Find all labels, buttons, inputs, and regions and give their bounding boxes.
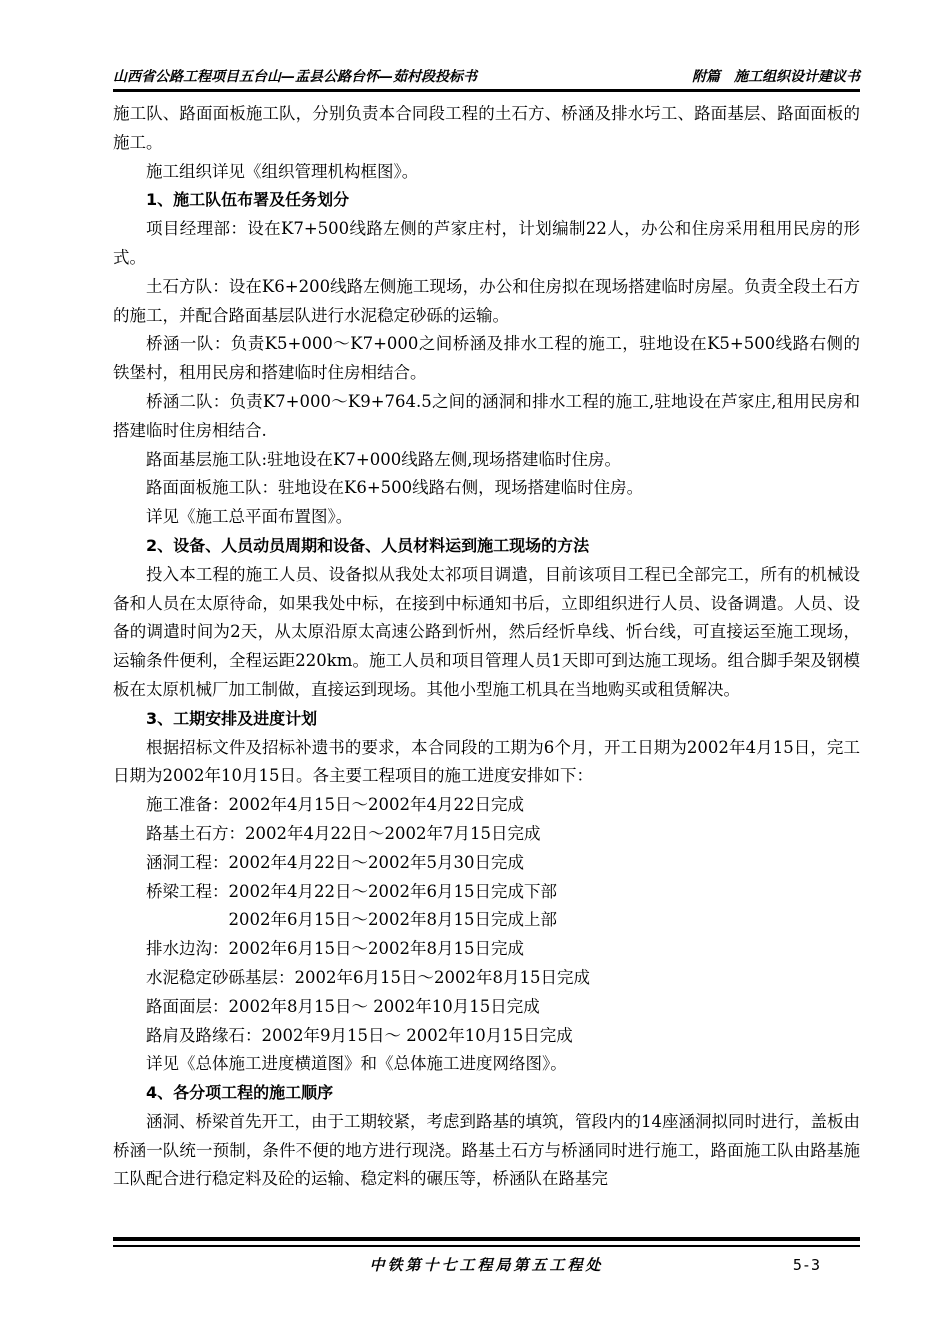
section-heading: 2、设备、人员动员周期和设备、人员材料运到施工现场的方法 <box>146 535 590 555</box>
schedule-line: 桥梁工程：2002年4月22日～2002年6月15日完成下部 <box>146 881 557 901</box>
header-project-title: 山西省公路工程项目五台山—盂县公路台怀—茹村段投标书 <box>113 69 477 85</box>
schedule-line: 涵洞工程：2002年4月22日～2002年5月30日完成 <box>146 852 524 872</box>
paragraph: 桥涵二队：负责K7+000～K9+764.5之间的涵洞和排水工程的施工,驻地设在芦家庄,租用民房和搭建临时住房相结合. <box>113 391 860 440</box>
document-body <box>113 100 860 1194</box>
paragraph: 施工队、路面面板施工队，分别负责本合同段工程的土石方、桥涵及排水圬工、路面基层、路面面板的施工。 <box>113 104 860 152</box>
section-heading: 3、工期安排及进度计划 <box>146 708 318 728</box>
schedule-line: 2002年6月15日～2002年8月15日完成上部 <box>146 910 557 930</box>
page-footer <box>113 1253 860 1277</box>
header-rule <box>113 89 860 92</box>
footer-rule-thick <box>113 1237 860 1241</box>
schedule-line: 水泥稳定砂砾基层：2002年6月15日～2002年8月15日完成 <box>146 967 590 987</box>
paragraph: 根据招标文件及招标补遗书的要求，本合同段的工期为6个月，开工日期为2002年4月15日，完工日期为2002年10月15日。各主要工程项目的施工进度安排如下： <box>113 737 860 786</box>
schedule-line: 施工准备：2002年4月15日～2002年4月22日完成 <box>146 795 524 815</box>
paragraph: 路面面板施工队：驻地设在K6+500线路右侧，现场搭建临时住房。 <box>146 478 644 498</box>
paragraph: 详见《总体施工进度横道图》和《总体施工进度网络图》。 <box>146 1054 567 1074</box>
paragraph: 桥涵一队：负责K5+000～K7+000之间桥涵及排水工程的施工，驻地设在K5+500线路右侧的铁堡村，租用民房和搭建临时住房相结合。 <box>113 334 860 383</box>
schedule-line: 路基土石方：2002年4月22日～2002年7月15日完成 <box>146 823 541 843</box>
section-heading: 4、各分项工程的施工顺序 <box>146 1083 334 1103</box>
paragraph: 投入本工程的施工人员、设备拟从我处太祁项目调遣，目前该项目工程已全部完工，所有的机械设备和人员在太原待命，如果我处中标，在接到中标通知书后，立即组织进行人员、设备调遣。人员、设备的调遣时间为2天，从太原沿原太高速公路到忻州，然后经忻阜线、忻台线，可直接运至施工现场，运输条件便利，全程运距220km。施工人员和项目管理人员1天即可到达施工现场。组合脚手架及钢模板在太原机械厂加工制做，直接运到现场。其他小型施工机具在当地购买或租赁解决。 <box>113 564 860 699</box>
page-number: 5-3 <box>792 1256 820 1274</box>
paragraph: 涵洞、桥梁首先开工，由于工期较紧，考虑到路基的填筑，管段内的14座涵洞拟同时进行，盖板由桥涵一队统一预制，条件不便的地方进行现浇。路基土石方与桥涵同时进行施工，路面施工队由路基施工队配合进行稳定料及砼的运输、稳定料的碾压等，桥涵队在路基完 <box>113 1111 860 1189</box>
footer-rule-thin <box>113 1245 860 1247</box>
page-header <box>113 66 860 88</box>
schedule-line: 路肩及路缘石：2002年9月15日～ 2002年10月15日完成 <box>146 1025 573 1045</box>
section-heading: 1、施工队伍布署及任务划分 <box>146 190 350 210</box>
paragraph: 施工组织详见《组织管理机构框图》。 <box>146 161 419 181</box>
header-section-title: 附篇 施工组织设计建议书 <box>692 69 860 85</box>
schedule-line: 排水边沟：2002年6月15日～2002年8月15日完成 <box>146 939 524 959</box>
paragraph: 项目经理部：设在K7+500线路左侧的芦家庄村，计划编制22人，办公和住房采用租用民房的形式。 <box>113 219 860 267</box>
paragraph: 路面基层施工队:驻地设在K7+000线路左侧,现场搭建临时住房。 <box>146 449 621 469</box>
schedule-line: 路面面层：2002年8月15日～ 2002年10月15日完成 <box>146 996 540 1016</box>
paragraph: 土石方队：设在K6+200线路左侧施工现场，办公和住房拟在现场搭建临时房屋。负责全段土石方的施工，并配合路面基层队进行水泥稳定砂砾的运输。 <box>113 276 860 325</box>
footer-organization: 中铁第十七工程局第五工程处 <box>369 1256 604 1274</box>
paragraph: 详见《施工总平面布置图》。 <box>146 507 353 527</box>
